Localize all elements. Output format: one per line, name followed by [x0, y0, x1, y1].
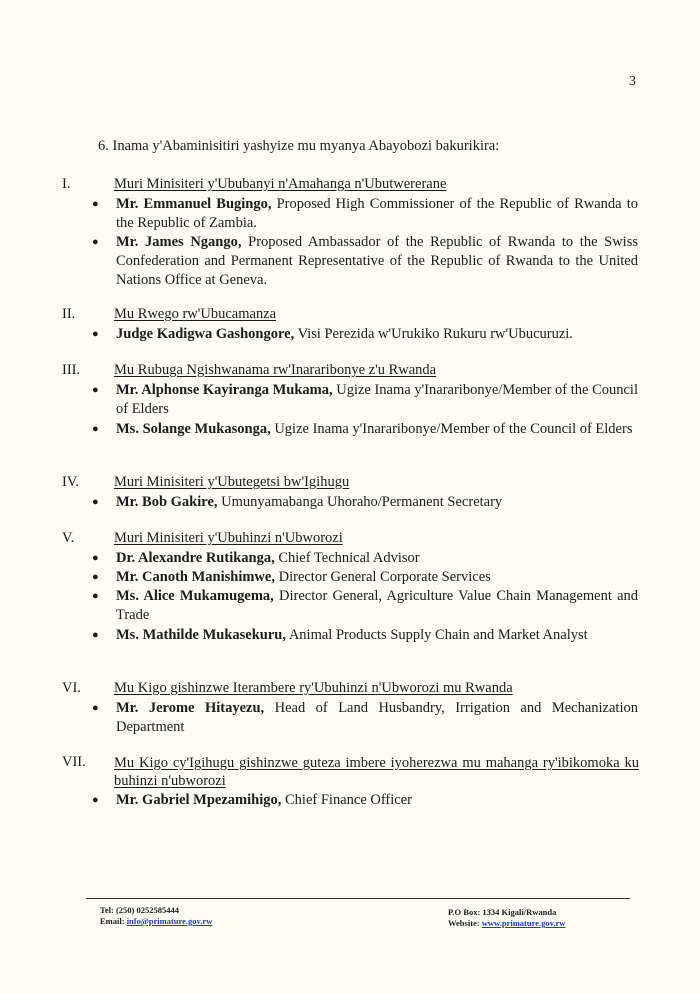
- bullet-icon: ●: [92, 198, 99, 210]
- intro-paragraph: 6. Inama y'Abaminisitiri yashyize mu myanya Abayobozi bakurikira:: [98, 138, 500, 154]
- section-roman: V.: [62, 530, 75, 546]
- appointee-name: Ms. Alice Mukamugema,: [116, 588, 274, 604]
- appointee-name: Mr. Jerome Hitayezu,: [116, 700, 265, 716]
- section-heading-7: [62, 754, 642, 790]
- bullet-icon: ●: [92, 794, 99, 806]
- section-roman: III.: [62, 362, 81, 378]
- footer-website-link[interactable]: www.primature.gov.rw: [481, 918, 566, 928]
- appointee-name: Mr. James Ngango,: [116, 234, 242, 250]
- appointee-position: Chief Technical Advisor: [274, 550, 420, 566]
- appointee-name: Dr. Alexandre Rutikanga,: [116, 550, 275, 566]
- section-heading-2: [62, 306, 642, 323]
- bullet-icon: ●: [92, 702, 99, 714]
- appointee-position: Chief Finance Officer: [281, 792, 412, 808]
- appointee-position: Director General Corporate Services: [274, 569, 491, 585]
- appointee-name: Mr. Gabriel Mpezamihigo,: [116, 792, 282, 808]
- section-heading-4: [62, 474, 642, 491]
- bullet-icon: ●: [92, 629, 99, 641]
- page-number: 3: [629, 74, 636, 89]
- list-item: [92, 420, 638, 439]
- footer-tel: Tel: (250) 0252585444: [100, 905, 180, 915]
- section-title: Muri Minisiteri y'Ububanyi n'Amahanga n'Ubutwererane: [114, 176, 447, 192]
- footer-address: [448, 907, 565, 929]
- footer-divider: [86, 898, 630, 899]
- appointee-position: Director General, Agriculture Value Chain Management and Trade: [116, 588, 639, 623]
- appointee-name: Mr. Emmanuel Bugingo,: [116, 196, 272, 212]
- section-roman: I.: [62, 176, 71, 192]
- footer-pobox: P.O Box: 1334 Kigali/Rwanda: [448, 907, 557, 917]
- appointee-name: Judge Kadigwa Gashongore,: [116, 326, 295, 342]
- section-title: Mu Rwego rw'Ubucamanza: [114, 306, 277, 322]
- appointee-position: Ugize Inama y'Inararibonye/Member of the Council of Elders: [116, 382, 638, 417]
- section-title: Mu Kigo cy'Igihugu gishinzwe guteza imbere iyoherezwa mu mahanga ry'ibikomoka ku buhinzi n'ubworozi: [114, 755, 639, 789]
- footer-website-label: Website:: [448, 918, 482, 928]
- section-heading-3: [62, 362, 642, 379]
- appointee-position: Proposed Ambassador of the Republic of Rwanda to the Swiss Confederation and Permanent Representative of the Republic of Rwanda to the United Nations Office at Geneva.: [116, 234, 638, 288]
- section-heading-5: [62, 530, 642, 547]
- list-item: [92, 626, 638, 645]
- section-title: Muri Minisiteri y'Ubutegetsi bw'Igihugu: [114, 474, 350, 490]
- list-item: [92, 587, 638, 625]
- footer-email-link[interactable]: info@primature.gov.rw: [126, 916, 213, 926]
- bullet-icon: ●: [92, 423, 99, 435]
- footer-email-line: [100, 916, 212, 927]
- list-item: [92, 493, 638, 512]
- section-roman: VII.: [62, 754, 86, 770]
- appointee-name: Ms. Solange Mukasonga,: [116, 421, 271, 437]
- bullet-icon: ●: [92, 571, 99, 583]
- appointee-position: Visi Perezida w'Urukiko Rukuru rw'Ubucuruzi.: [294, 326, 573, 342]
- bullet-icon: ●: [92, 328, 99, 340]
- section-title: Muri Minisiteri y'Ubuhinzi n'Ubworozi: [114, 530, 343, 546]
- appointee-name: Mr. Canoth Manishimwe,: [116, 569, 275, 585]
- footer-email-label: Email:: [100, 916, 127, 926]
- bullet-icon: ●: [92, 496, 99, 508]
- list-item: [92, 195, 638, 233]
- list-item: [92, 568, 638, 587]
- list-item: [92, 549, 638, 568]
- bullet-icon: ●: [92, 552, 99, 564]
- list-item: [92, 699, 638, 737]
- appointee-position: Umunyamabanga Uhoraho/Permanent Secretary: [217, 494, 503, 510]
- section-roman: IV.: [62, 474, 80, 490]
- appointee-position: Proposed High Commissioner of the Republic of Rwanda to the Republic of Zambia.: [116, 196, 638, 231]
- list-item: [92, 791, 638, 810]
- bullet-icon: ●: [92, 384, 99, 396]
- section-title: Mu Kigo gishinzwe Iterambere ry'Ubuhinzi n'Ubworozi mu Rwanda: [114, 680, 513, 696]
- list-item: [92, 233, 638, 290]
- section-heading-6: [62, 680, 642, 697]
- appointee-name: Mr. Alphonse Kayiranga Mukama,: [116, 382, 333, 398]
- appointee-name: Mr. Bob Gakire,: [116, 494, 218, 510]
- list-item: [92, 381, 638, 419]
- section-roman: VI.: [62, 680, 81, 696]
- appointee-position: Head of Land Husbandry, Irrigation and Mechanization Department: [116, 700, 638, 735]
- section-roman: II.: [62, 306, 76, 322]
- list-item: [92, 325, 638, 344]
- section-heading-1: [62, 176, 642, 193]
- bullet-icon: ●: [92, 236, 99, 248]
- bullet-icon: ●: [92, 590, 99, 602]
- footer-contact: [100, 905, 212, 927]
- appointee-name: Ms. Mathilde Mukasekuru,: [116, 627, 286, 643]
- section-title: Mu Rubuga Ngishwanama rw'Inararibonye z'u Rwanda: [114, 362, 437, 378]
- appointee-position: Ugize Inama y'Inararibonye/Member of the Council of Elders: [270, 421, 633, 437]
- appointee-position: Animal Products Supply Chain and Market Analyst: [286, 627, 588, 643]
- footer-website-line: [448, 918, 565, 929]
